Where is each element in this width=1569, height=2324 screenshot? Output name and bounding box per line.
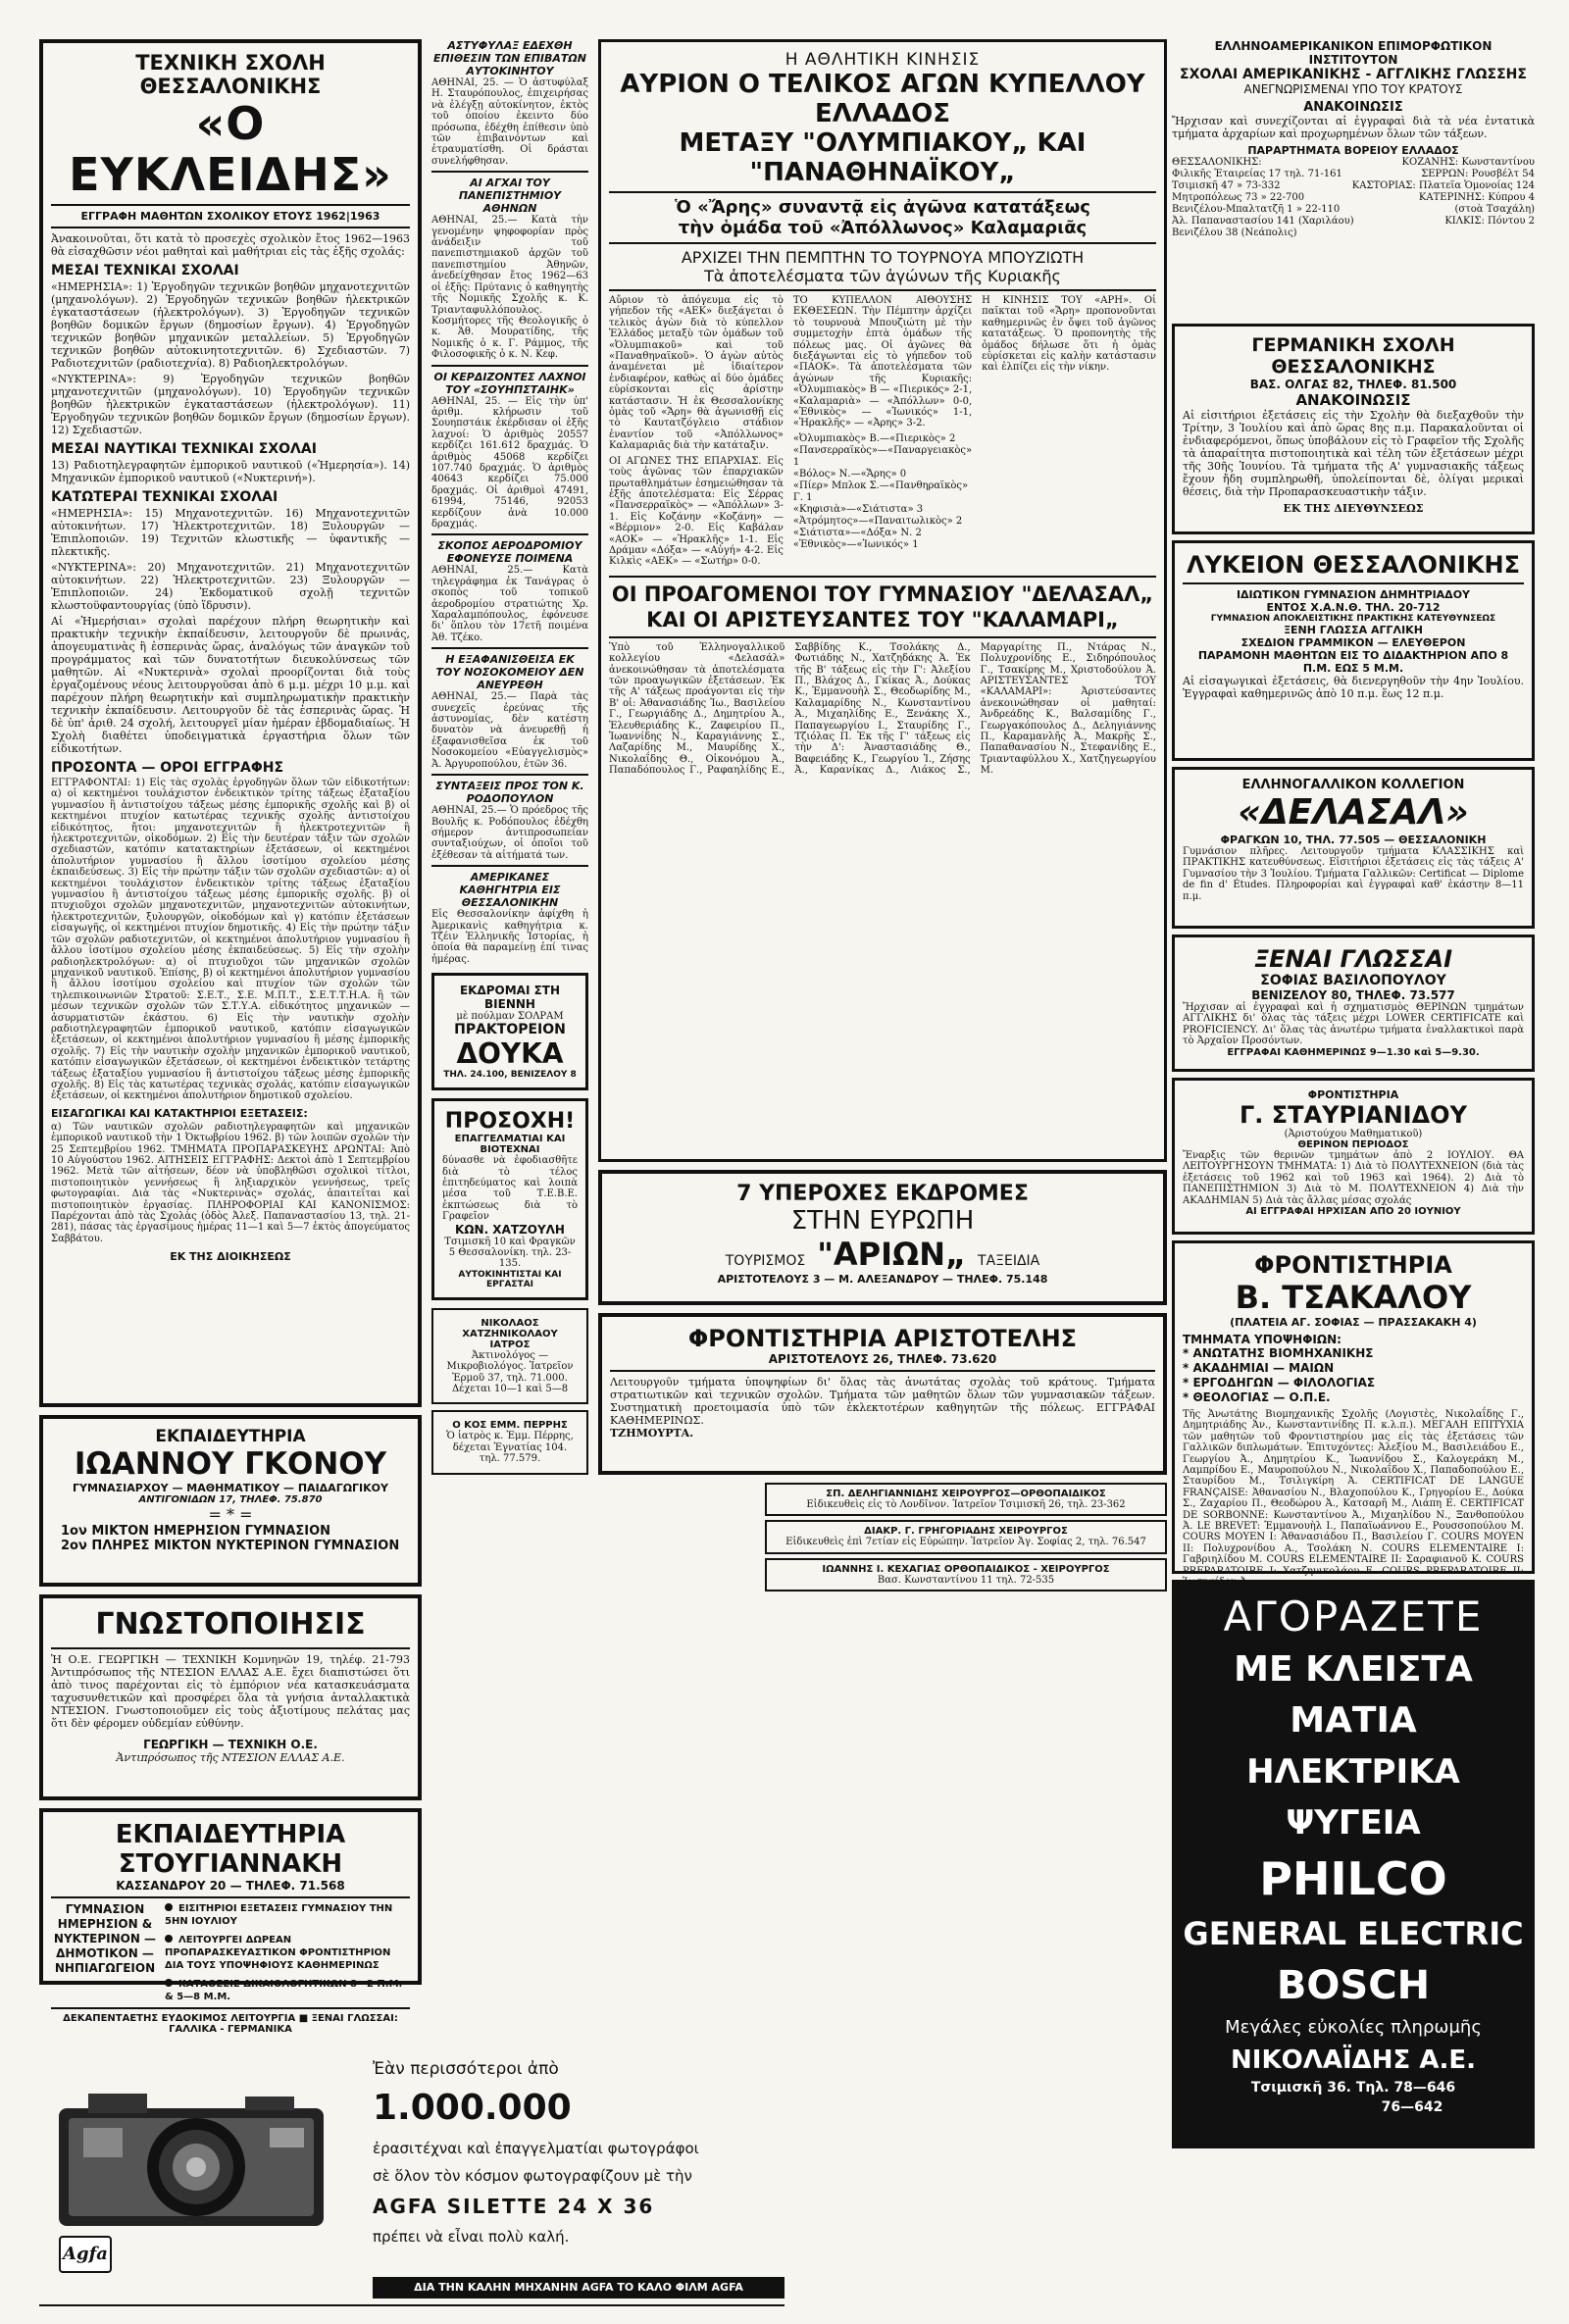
philco-t6: Τσιμισκῆ 36. Τηλ. 78—646 (1250, 2080, 1456, 2096)
doctor2-ad (765, 1520, 1167, 1553)
doctor3-name: ΙΩΑΝΝΗΣ Ι. ΚΕΧΑΓΙΑΣ ΟΡΘΟΠΑΙΔΙΚΟΣ - ΧΕΙΡΟΥΡΓΟΣ (822, 1563, 1110, 1575)
lykeion-t1: ΛΥΚΕΙΟΝ ΘΕΣΣΑΛΟΝΙΚΗΣ (1187, 551, 1520, 579)
delasal-t1: ΕΛΛΗΝΟΓΑΛΛΙΚΟΝ ΚΟΛΛΕΓΙΟΝ (1241, 778, 1465, 792)
tsakalou-t3: (ΠΛΑΤΕΙΑ ΑΓ. ΣΟΦΙΑΣ — ΠΡΑΣΣΑΚΑΚΗ 4) (1230, 1316, 1477, 1329)
philco-t3: ΗΛΕΚΤΡΙΚΑ ΨΥΓΕΙΑ (1246, 1752, 1460, 1843)
tsakalou-item: * ΕΡΓΟΔΗΓΩΝ — ΦΙΛΟΛΟΓΙΑΣ (1183, 1376, 1376, 1389)
article5-body: ΑΘΗΝΑΙ, 25.— Παρὰ τὰς συνεχεῖς ἐρεύνας τῆς ἀστυνομίας, δὲν κατέστη δυνατὸν νὰ ἀνευρεθῇ ἡ ἐξαφανισθεῖσα ἐκ τοῦ Νοσοκομείου «Εὐαγγελισμὸς» Ἀ. Ἀργυροπούλου, ἐτῶν 36. (431, 691, 588, 770)
article5-heading: Η ΕΞΑΦΑΝΙΣΘΕΙΣΑ ΕΚ ΤΟΥ ΝΟΣΟΚΟΜΕΙΟΥ ΔΕΝ ΑΝΕΥΡΕΘΗ (435, 653, 584, 692)
branch-row (1172, 192, 1535, 204)
vienna-ad (431, 973, 588, 1090)
article4-heading: ΣΚΟΠΟΣ ΑΕΡΟΔΡΟΜΙΟΥ ΕΦΟΝΕΥΣΕ ΠΟΙΜΕΝΑ (437, 539, 582, 566)
prosoxi-addr: Τσιμισκῆ 10 καὶ Φραγκῶν 5 Θεσσαλονίκη. τηλ. 23-135. (444, 1236, 576, 1270)
philco-t7: 76—642 (1381, 2099, 1443, 2115)
aristotelis-t2: ΑΡΙΣΤΟΤΕΛΟΥΣ 26, ΤΗΛΕΦ. 73.620 (768, 1352, 997, 1366)
lambrakis-t5: ΠΑΡΑΡΤΗΜΑΤΑ ΒΟΡΕΙΟΥ ΕΛΛΑΔΟΣ (1247, 144, 1459, 157)
tsakalou-t2: Β. ΤΣΑΚΑΛΟΥ (1235, 1279, 1472, 1316)
article2-heading: ΑΙ ΑΓΧΑΙ ΤΟΥ ΠΑΝΕΠΙΣΤΗΜΙΟΥ ΑΘΗΝΩΝ (458, 177, 562, 216)
gkonos-l1: 1ον ΜΙΚΤΟΝ ΗΜΕΡΗΣΙΟΝ ΓΥΜΝΑΣΙΟΝ (61, 1524, 331, 1539)
german-sign: ΕΚ ΤΗΣ ΔΙΕΥΘΥΝΣΕΩΣ (1283, 502, 1424, 515)
branch-cell: ΚΙΛΚΙΣ: Πόντου 2 (1444, 216, 1535, 227)
gnostopoiisis-sign2: Ἀντιπρόσωπος τῆς ΝΤΕΣΙΟΝ ΕΛΛΑΣ Α.Ε. (116, 1751, 345, 1764)
bullet-icon (165, 1903, 173, 1911)
branch-row (1172, 180, 1535, 192)
sports-article2: ΤΟ ΚΥΠΕΛΛΟΝ ΑΙΘΟΥΣΗΣ ΕΚΘΕΣΕΩΝ. Τὴν Πέμπτην ἀρχίζει τὸ τουρνουὰ Μπουζιώτη μὲ τὴν συμμετοχὴν ἑπτὰ ὁμάδων τῆς πόλεως μας. Οἱ ἀγῶνες θὰ διεξάγωνται εἰς τὸ γήπεδον τοῦ «ΠΑΟΚ». Τὰ ἀποτελέσματα τῶν ἀγώνων τῆς Κυριακῆς: «Ὀλυμπιακὸς» Β — «Πιερικός» 2-1, «Καλαμαριὰ» — «Ἀπόλλων» 0-0, «Ἐθνικὸς» — «Ἰωνικός» 1-1, «Ἡρακλῆς» — «Ἀρης» 3-2. (792, 295, 973, 429)
delasal-headline1: ΟΙ ΠΡΟΑΓΟΜΕΝΟΙ ΤΟΥ ΓΥΜΝΑΣΙΟΥ "ΔΕΛΑΣΑΛ„ (611, 581, 1154, 606)
score-item: «Βόλος» Ν.—«Ἄρης» 0 (792, 468, 907, 480)
xenai-ad (1172, 935, 1535, 1072)
branch-row (1172, 227, 1535, 239)
euklidis-h1: ΜΕΣΑΙ ΤΕΧΝΙΚΑΙ ΣΧΟΛΑΙ (51, 263, 239, 278)
lambrakis-t2: ΣΧΟΛΑΙ ΑΜΕΡΙΚΑΝΙΚΗΣ - ΑΓΓΛΙΚΗΣ ΓΛΩΣΣΗΣ (1180, 67, 1527, 82)
tsakalou-ad (1172, 1240, 1535, 1589)
stavrianidou-t2: Γ. ΣΤΑΥΡΙΑΝΙΔΟΥ (1240, 1101, 1467, 1129)
doctor1-ad (765, 1483, 1167, 1516)
gkonos-t2: ΙΩΑΝΝΟΥ ΓΚΟΝΟΥ (74, 1446, 387, 1482)
score-item: «Πανσερραϊκὸς»—«Παναργειακὸς» 1 (792, 444, 973, 468)
lambrakis-t1: ΕΛΛΗΝΟΑΜΕΡΙΚΑΝΙΚΟΝ ΕΠΙΜΟΡΦΩΤΙΚΟΝ ΙΝΣΤΙΤΟΥΤΟΝ (1214, 39, 1493, 67)
agfa-l1: Ἐὰν περισσότεροι ἀπὸ (373, 2059, 559, 2079)
aristotelis-ad (598, 1313, 1167, 1475)
lambrakis-t3: ΑΝΕΓΝΩΡΙΣΜΕΝΑΙ ΥΠΟ ΤΟΥ ΚΡΑΤΟΥΣ (1243, 82, 1463, 96)
lykeion-t3: ΕΝΤΟΣ Χ.Α.Ν.Θ. ΤΗΛ. 20-712 (1266, 601, 1441, 614)
euklidis-intro: Ἀνακοινοῦται, ὅτι κατὰ τὸ προσεχὲς σχολικὸν ἔτος 1962—1963 θὰ εἰσαχθῶσιν νέοι μαθηταὶ καὶ μαθήτριαι εἰς τὰς ἑξῆς σχολάς: (51, 232, 410, 258)
score-item: «Σιάτιστα»—«Δόξα» Ν. 2 (792, 527, 922, 538)
vienna-t5: ΤΗΛ. 24.100, ΒΕΝΙΖΕΛΟΥ 8 (443, 1070, 577, 1081)
branch-cell: Ἀλ. Παπαναστασίου 141 (Χαριλάου) (1172, 216, 1354, 227)
camera-icon (49, 2069, 343, 2255)
branch-row (1172, 169, 1535, 180)
prosoxi-name: ΚΩΝ. ΧΑΤΖΟΥΛΗ (455, 1222, 565, 1237)
tsakalou-item: * ΑΚΑΔΗΜΙΑΙ — ΜΑΙΩΝ (1183, 1361, 1335, 1375)
vienna-t2: μὲ πούλμαν ΣΟΛΡΑΜ (456, 1011, 564, 1023)
philco-t5: ΝΙΚΟΛΑΪΔΗΣ Α.Ε. (1231, 2046, 1476, 2075)
article3-body: ΑΘΗΝΑΙ, 25. — Εἰς τὴν ὑπ' ἀριθμ. κλήρωσιν τοῦ Σουηπστάικ ἐκέρδισαν οἱ ἑξῆς λαχνοί: Ὁ ἀριθμὸς 20557 κερδίζει 161.612 δραχμάς. Ὁ ἀριθμὸς 45068 κερδίζει 107.740 δραχμάς. Ὁ ἀριθμὸς 40643 κερδίζει 75.000 δραχμάς. Οἱ ἀριθμοὶ 47491, 61994, 75146, 92053 κερδίζουν ἀνὰ 10.000 δραχμάς. (431, 395, 588, 530)
euklidis-h4: ΠΡΟΣΟΝΤΑ — ΟΡΟΙ ΕΓΓΡΑΦΗΣ (51, 760, 284, 776)
stougianaki-i1: ΕΙΣΙΤΗΡΙΟΙ ΕΞΕΤΑΣΕΙΣ ΓΥΜΝΑΣΙΟΥ ΤΗΝ 5ΗΝ ΙΟΥΛΙΟΥ (165, 1903, 393, 1927)
branch-cell: Μητροπόλεως 73 » 22-700 (1172, 192, 1305, 203)
lykeion-t4: ΓΥΜΝΑΣΙΟΝ ΑΠΟΚΛΕΙΣΤΙΚΗΣ ΠΡΑΚΤΙΚΗΣ ΚΑΤΕΥΘΥΝΣΕΩΣ (1210, 614, 1496, 624)
gnostopoiisis-title: ΓΝΩΣΤΟΠΟΙΗΣΙΣ (95, 1607, 366, 1642)
lykeion-t6: ΣΧΕΔΙΟΝ ΓΡΑΜΜΙΚΟΝ — ΕΛΕΥΘΕΡΟΝ (1240, 636, 1466, 649)
euklidis-p1: «ΗΜΕΡΗΣΙΑ»: 1) Ἐργοδηγῶν τεχνικῶν βοηθῶν μηχανοτεχνιτῶν (μηχανολόγων). 2) Ἐργοδηγῶν τεχνικῶν βοηθῶν ἠλεκτρικῶν ἐγκαταστάσεων (ἠλεκτρολόγων). 3) Ἐργοδηγῶν τεχνικῶν βοηθῶν δομικῶν ἔργων (δημοσίων ἔργων). 4) Ἐργοδηγῶν τεχνικῶν βοηθῶν μηχανικῶν μεταλλείων. 5) Ἐργοδηγῶν τεχνικῶν βοηθῶν αὐτοκινητοτεχνιτῶν. 6) Σχεδιαστῶν. 7) Ραδιοτεχνιτῶν (ραδιοτεχνία). 8) Ραδιοηλεκτρολόγων. (51, 280, 410, 370)
sports-sub3: ΑΡΧΙΖΕΙ ΤΗΝ ΠΕΜΠΤΗΝ ΤΟ ΤΟΥΡΝΟΥΑ ΜΠΟΥΖΙΩΤΗ (681, 248, 1085, 267)
camera-illustration (49, 2069, 343, 2264)
euklidis-subtitle: ΕΓΓΡΑΦΗ ΜΑΘΗΤΩΝ ΣΧΟΛΙΚΟΥ ΕΤΟΥΣ 1962|1963 (80, 210, 380, 223)
tsakalou-body: Τῆς Ἀνωτάτης Βιομηχανικῆς Σχολῆς (Λογιστὲς, Νικολαΐδης Γ., Δημητριάδης Ἀν., Κωνσταντινίδης Π. κ.λ.π.). ΜΕΓΑΛΗ ΕΠΙΤΥΧΙΑ τῶν μαθητῶν τοῦ Φροντιστηρίου μας εἰς τὰς ἐξετάσεις τῶν Γαλλικῶν διπλωμάτων. Ἐπιτυχόντες: Ἀλεξίου Μ., Βασιλειάδου Ε., Γεωργίου Ἀ., Δημητρίου Κ., Ἰωαννίδου Σ., Καλογεράκη Μ., Λαμπρίδου Ε., Μαυροπούλου Ν., Νικολαΐδου Χ., Παπαδοπούλου Ε., Σταυρίδου Μ., Τσιλιγκίρη Ἀ. CERTIFICAT DE LANGUE FRANÇAISE: Ἀθανασίου Ν., Βλαχοπούλου Κ., Γρηγορίου Ε., Δούκα Σ., Ζαχαρίου Π., Θεοδώρου Ἀ., Κατσαρῆ Μ., Λιάπη Ε. CERTIFICAT DE SORBONNE: Κωνσταντίνου Ἀ., Μιχαηλίδου Ν., Ξανθοπούλου Ἀ. LE BREVET: Ἐμμανουὴλ Ι., Παπαϊωάννου Ε., Ρουσσοπούλου Μ. COURS MOYEN I: Ἀθανασιάδου Π., Βασιλείου Γ. COURS MOYEN II: Πολυχρονίδου Α., Τσολάκη Ν. COURS ELEMENTAIRE I: Γαβριηλίδου Μ. COURS ELEMENTAIRE II: Σαραφιανοῦ Κ. COURS PREPARATOIRE I: Χατζηνικολάου Ε. COURS PREPARATOIRE II: Ἰωσηφίδου Ἀ. (1183, 1409, 1524, 1589)
branch-cell: ΚΑΣΤΟΡΙΑΣ: Πλατεῖα Ὁμονοίας 124 (1351, 180, 1535, 191)
prosoxi-body: δύνασθε νὰ ἐφοδιασθῆτε διὰ τὸ τέλος ἐπιτηδεύματος καὶ λοιπὰ μέσα τοῦ Τ.Ε.Β.Ε. ἐκπτώσεως διὰ τὸ Γραφεῖον (442, 1155, 578, 1223)
prosoxi-ad (431, 1098, 588, 1300)
gkonos-ad: ΕΚΠΑΙΔΕΥΤΗΡΙΑ ΙΩΑΝΝΟΥ ΓΚΟΝΟΥ ΓΥΜΝΑΣΙΑΡΧΟΥ — ΜΑΘΗΜΑΤΙΚΟΥ — ΠΑΙΔΑΓΩΓΙΚΟΥ ΑΝΤΙΓΟΝΙΔΩΝ 17, ΤΗΛΕΦ. 75.870 = * = 1ον ΜΙΚΤΟΝ ΗΜΕΡΗΣΙΟΝ ΓΥΜΝΑΣΙΟΝ 2ον ΠΛΗΡΕΣ ΜΙΚΤΟΝ ΝΥΚΤΕΡΙΝΟΝ ΓΥΜΝΑΣΙΟΝ (39, 1415, 422, 1587)
score-item: «Ἀτρόμητος»—«Παναιτωλικὸς» 2 (792, 515, 963, 527)
lambrakis-body: Ἤρχισαν καὶ συνεχίζονται αἱ ἐγγραφαὶ διὰ τὰ νέα ἐντατικὰ τμήματα ἀρχαρίων καὶ προχωρημένων ὅλων τῶν τάξεων. (1172, 115, 1535, 140)
prosoxi-t1: ΠΡΟΣΟΧΗ! (444, 1109, 576, 1135)
philco-brand: PHILCO (1259, 1852, 1447, 1905)
doctor2-body: Εἰδικευθεὶς ἐπὶ 7ετίαν εἰς Εὐρώπην. Ἰατρεῖον Ἀγ. Σοφίας 2, τηλ. 76.547 (785, 1537, 1146, 1548)
agfa-logo: Agfa (59, 2236, 112, 2273)
xenai-t1: ΞΕΝΑΙ ΓΛΩΣΣΑΙ (1253, 945, 1453, 973)
arion-t6: ΑΡΙΣΤΟΤΕΛΟΥΣ 3 — Μ. ΑΛΕΞΑΝΔΡΟΥ — ΤΗΛΕΦ. 75.148 (717, 1273, 1048, 1286)
perris-ad (431, 1410, 588, 1474)
arion-t4: "ΑΡΙΩΝ„ (817, 1236, 967, 1273)
german-t3: ΑΝΑΚΟΙΝΩΣΙΣ (1295, 391, 1411, 409)
lykeion-t2: ΙΔΙΩΤΙΚΟΝ ΓΥΜΝΑΣΙΟΝ ΔΗΜΗΤΡΙΑΔΟΥ (1236, 588, 1471, 601)
gkonos-t1: ΕΚΠΑΙΔΕΥΤΗΡΙΑ (155, 1427, 306, 1446)
tsakalou-item: * ΑΝΩΤΑΤΗΣ ΒΙΟΜΗΧΑΝΙΚΗΣ (1183, 1346, 1374, 1360)
euklidis-p4: «ΗΜΕΡΗΣΙΑ»: 15) Μηχανοτεχνιτῶν. 16) Μηχανοτεχνιτῶν αὐτοκινήτων. 17) Ἠλεκτροτεχνιτῶν. 18) Ξυλουργῶν — Ἐπιπλοποιῶν. 19) Τεχνιτῶν κλωστικῆς — ὑφαντικῆς — πλεκτικῆς. (51, 507, 410, 558)
gnostopoiisis-body: Ἡ Ο.Ε. ΓΕΩΡΓΙΚΗ — ΤΕΧΝΙΚΗ Κομνηνῶν 19, τηλέφ. 21-793 Ἀντιπρόσωπος τῆς ΝΤΕΣΙΟΝ ΕΛΛΑΣ Α.Ε. ἔχει διαπιστώσει ὅτι ἀπὸ τινος παρέχονται εἰς τὸ ἐμπόριον νέα κατασκευάσματα ταχυσυνθετικῶν καὶ προσφέρει ὅλα τὰ γνήσια ἀνταλλακτικὰ ΝΤΕΣΙΟΝ. Γνωστοποιοῦμεν εἰς τοὺς ἀξιοτίμους πελάτας μας ὅτι δὲν φέρομεν οὐδεμίαν εὐθύνην. (51, 1653, 410, 1730)
stougianaki-t2: ΚΑΣΣΑΝΔΡΟΥ 20 — ΤΗΛΕΦ. 71.568 (116, 1879, 345, 1893)
branch-row (1172, 216, 1535, 227)
gkonos-t3: ΓΥΜΝΑΣΙΑΡΧΟΥ — ΜΑΘΗΜΑΤΙΚΟΥ — ΠΑΙΔΑΓΩΓΙΚΟΥ (73, 1482, 388, 1494)
german-t1: ΓΕΡΜΑΝΙΚΗ ΣΧΟΛΗ ΘΕΣΣΑΛΟΝΙΚΗΣ (1251, 334, 1455, 378)
general-electric-brand: GENERAL ELECTRIC (1183, 1915, 1524, 1952)
bullet-icon (165, 1935, 173, 1943)
sports-col-a (609, 295, 784, 568)
sports-headline1: ΑΥΡΙΟΝ Ο ΤΕΛΙΚΟΣ ΑΓΩΝ ΚΥΠΕΛΛΟΥ ΕΛΛΑΔΟΣ (620, 70, 1145, 128)
agfa-l6: πρέπει νὰ εἶναι πολὺ καλή. (373, 2228, 570, 2246)
aristotelis-body: Λειτουργοῦν τμήματα ὑποψηφίων δι' ὅλας τὰς ἀνωτάτας σχολὰς τοῦ κράτους. Τμήματα στρατιωτικῶν καὶ τεχνικῶν σχολῶν. Τμήματα τῶν μαθητῶν ὅλων τῶν γυμνασιακῶν τάξεων. Συστηματικὴ προετοιμασία ὑπὸ τῶν ἐκλεκτοτέρων καθηγητῶν τῆς πόλεως. ΕΓΓΡΑΦΑΙ ΚΑΘΗΜΕΡΙΝΩΣ. (610, 1376, 1155, 1427)
article4-body: ΑΘΗΝΑΙ, 25.— Κατὰ τηλεγράφημα ἐκ Τανάγρας ὁ σκοπὸς τοῦ τοπικοῦ ἀεροδρομίου στρατιώτης Χρ. Χαραλαμπόπουλος, ἐφόνευσε δι' ὅπλου τὸν 17ετῆ ποιμένα Ἀθ. Τζέκο. (431, 565, 588, 643)
tsakalou-t1: ΦΡΟΝΤΙΣΤΗΡΙΑ (1254, 1251, 1452, 1279)
article6-body: ΑΘΗΝΑΙ, 25.— Ὁ πρόεδρος τῆς Βουλῆς κ. Ροδόπουλος ἐδέχθη σήμερον ἀντιπροσωπείαν συνταξιούχων, οἱ ὁποῖοι τοῦ ἐξέθεσαν τὰ αἰτήματά των. (431, 805, 588, 861)
branch-cell: ΚΟΖΑΝΗΣ: Κωνσταντίνου (1401, 157, 1535, 168)
perris-t1: Ο ΚΟΣ ΕΜΜ. ΠΕΡΡΗΣ (452, 1420, 568, 1432)
branch-cell: Βενιζέλου-Μπαλτατζῆ 1 » 22-110 (1172, 204, 1341, 215)
arion-t3: ΤΟΥΡΙΣΜΟΣ (725, 1253, 806, 1269)
score-item: «Ἐθνικὸς»—«Ἰωνικός» 1 (792, 538, 919, 550)
agfa-l4: σὲ ὅλον τὸν κόσμον φωτογραφίζουν μὲ τὴν (373, 2167, 692, 2185)
chatzinik-ad (431, 1308, 588, 1405)
branch-cell: ΚΑΤΕΡΙΝΗΣ: Κύπρου 4 (1418, 192, 1535, 203)
tsakalou-t4: ΤΜΗΜΑΤΑ ΥΠΟΨΗΦΙΩΝ: (1183, 1333, 1341, 1346)
xenai-t3: ΒΕΝΙΖΕΛΟΥ 80, ΤΗΛΕΦ. 73.577 (1251, 988, 1455, 1002)
euklidis-p7: ΕΓΓΡΑΦΟΝΤΑΙ: 1) Εἰς τὰς σχολὰς ἐργοδηγῶν ὅλων τῶν εἰδικοτήτων: α) οἱ κεκτημένοι τουλάχιστον ἐνδεικτικὸν τρίτης τάξεως ἑξαταξίου γυμνασίου ἢ ἀντιστοίχου τάξεως μέσης ἐμπορικῆς σχολῆς καὶ β) οἱ κεκτημένοι πτυχίον κατωτέρας τεχνικῆς σχολῆς ἀντιστοίχου εἰδικότητος, ἤτοι: μηχανοτεχνιτῶν ἢ ἠλεκτροτεχνιτῶν ἢ ἠλεκτροτεχνιτῶν, οἰκοδόμων. 2) Εἰς τὴν δευτέραν τάξιν τῶν σχολῶν σχεδιαστῶν, κατόπιν κατατακτηρίων ἐξετάσεων, οἱ κεκτημένοι ἀπολυτήριον γυμνασίου ἢ ἄλλου ἰσοτίμου σχολείου μέσης ἐκπαιδεύσεως. 3) Εἰς τὴν πρώτην τάξιν τῶν σχολῶν σχεδιαστῶν: α) οἱ κεκτημένοι τουλάχιστον ἐνδεικτικὸν τρίτης τάξεως ἑξαταξίου γυμνασίου ἢ ἀντιστοίχου τάξεως μέσης ἐμπορικῆς σχολῆς. β) οἱ πτυχιοῦχοι σχολῶν μηχανοτεχνιτῶν, μηχανοτεχνιτῶν αὐτοκινήτων, ἠλεκτροτεχνιτῶν, ξυλουργῶν, οἰκοδόμων καὶ γ) κατόπιν ἐξετάσεων εἰσαγωγῆς, οἱ κεκτημένοι πτυχίον δημοτικῆς. 4) Εἰς τὴν πρώτην τάξιν τῶν σχολῶν ραδιοτεχνιτῶν, οἱ κεκτημένοι ἀπολυτήριον γυμνασίου ἢ ἄλλου ἰσοτίμου σχολείου μέσης ἐκπαιδεύσεως. 5) Εἰς τὴν σχολὴν ραδιοηλεκτρολόγων: α) οἱ πτυχιοῦχοι τῶν μηχανικῶν σχολῶν μηχανικοῦ ναυτικοῦ. Ἐπίσης, β) οἱ κεκτημένοι ἀπολυτήριον γυμνασίου ἢ ἄλλου ἰσοτίμου σχολείου καὶ πτυχίον τῶν σχολῶν τῶν τηλεπικοινωνιῶν Στρατοῦ: Σ.Ε.Τ., Σ.Ε. Μ.Π.Τ., Σ.Ε.Τ.Τ.Η.Α. ἢ τῶν μέσων τεχνικῶν σχολῶν τῶν Σ.Τ.Υ.Α. εἰδικότητος μηχανικῶν — ἀσυρματιστῶν ἐκάστου. 6) Εἰς τὴν ναυτικὴν σχολὴν ραδιοτηλεγραφητῶν ἐμπορικοῦ ναυτικοῦ, κατόπιν εἰσαγωγικῶν ἐξετάσεων, οἱ κεκτημένοι ἀπολυτήριον γυμνασίου ἢ μέσης ἐμπορικῆς σχολῆς. 7) Εἰς τὴν ναυτικὴν σχολὴν μηχανικῶν ἐμπορικοῦ ναυτικοῦ, κατόπιν εἰσαγωγικῶν ἐξετάσεων, οἱ κεκτημένοι ἐνδεικτικὸν τετάρτης τάξεως ἑξαταξίου γυμνασίου ἢ ἀντιστοίχου τάξεως μέσης ἐμπορικῆς σχολῆς. 8) Εἰς τὰς κατωτέρας τεχνικὰς σχολάς, κατόπιν εἰσαγωγικῶν ἐξετάσεων, οἱ κεκτημένοι ἀπολυτήριον δημοτικοῦ σχολείου. (51, 778, 410, 1102)
euklidis-title1: ΤΕΧΝΙΚΗ ΣΧΟΛΗ ΘΕΣΣΑΛΟΝΙΚΗΣ (135, 51, 326, 98)
bullet-icon (165, 1979, 173, 1987)
lambrakis-t4: ΑΝΑΚΟΙΝΩΣΙΣ (1303, 100, 1403, 115)
euklidis-title2: «Ο ΕΥΚΛΕΙΔΗΣ» (69, 97, 392, 201)
gkonos-l2: 2ον ΠΛΗΡΕΣ ΜΙΚΤΟΝ ΝΥΚΤΕΡΙΝΟΝ ΓΥΜΝΑΣΙΟΝ (61, 1539, 400, 1553)
philco-t2: ΜΕ ΚΛΕΙΣΤΑ ΜΑΤΙΑ (1234, 1649, 1473, 1741)
doctor3-ad (765, 1558, 1167, 1591)
scores-list (793, 433, 972, 551)
doctor3-body: Βασ. Κωνσταντίνου 11 τηλ. 72-535 (877, 1574, 1055, 1586)
german-school-ad (1172, 324, 1535, 534)
sports-sub4: Τὰ ἀποτελέσματα τῶν ἀγώνων τῆς Κυριακῆς (704, 267, 1061, 285)
stougianaki-t1: ΕΚΠΑΙΔΕΥΤΗΡΙΑ ΣΤΟΥΓΙΑΝΝΑΚΗ (115, 1820, 346, 1879)
agfa-foot: ΔΙΑ ΤΗΝ ΚΑΛΗΝ ΜΗΧΑΝΗΝ AGFA ΤΟ ΚΑΛΟ ΦΙΛΜ AGFA (373, 2277, 784, 2299)
article3-heading: ΟΙ ΚΕΡΔΙΖΟΝΤΕΣ ΛΑΧΝΟΙ ΤΟΥ «ΣΟΥΗΠΣΤΑΙΗΚ» (433, 370, 586, 396)
lambrakis-branches (1172, 157, 1535, 239)
stavrianidou-body: Ἔναρξις τῶν θερινῶν τμημάτων ἀπὸ 2 ΙΟΥΛΙΟΥ. ΘΑ ΛΕΙΤΟΥΡΓΗΣΟΥΝ ΤΜΗΜΑΤΑ: 1) Διὰ τὸ ΠΟΛΥΤΕΧΝΕΙΟΝ (διὰ τὰς ἐξετάσεις τοῦ 1962 καὶ τοῦ 1963 καὶ 1964). 2) Διὰ τὸ ΠΑΝΕΠΙΣΤΗΜΙΟΝ 3) Διὰ τὸ Μ. ΠΟΛΥΤΕΧΝΕΙΟΝ 4) Διὰ τὴν ΑΚΑΔΗΜΙΑΝ 5) Διὰ τὰς ἄλλας μέσας σχολάς (1183, 1150, 1524, 1206)
delasal-ad (1172, 767, 1535, 929)
arion-ad (598, 1170, 1167, 1305)
gkonos-t4: ΑΝΤΙΓΟΝΙΔΩΝ 17, ΤΗΛΕΦ. 75.870 (138, 1494, 323, 1505)
arion-t5: ΤΑΞΕΙΔΙΑ (978, 1253, 1040, 1269)
euklidis-h3: ΚΑΤΩΤΕΡΑΙ ΤΕΧΝΙΚΑΙ ΣΧΟΛΑΙ (51, 489, 278, 505)
euklidis-p6: Αἱ «Ἡμερήσιαι» σχολαὶ παρέχουν πλήρη θεωρητικὴν καὶ πρακτικὴν τεχνικὴν ἐκπαίδευσιν, λειτουργοῦν δὲ πρωινάς, ἀπογευματινὰς ἢ ἑσπερινὰς ὥρας, ἀναλόγως τῶν ἀναγκῶν τοῦ προγράμματος καὶ τῶν δυνατοτήτων διευκολύνσεως τῶν μαθητῶν. Αἱ «Νυκτερινὰ» σχολαὶ προορίζονται διὰ τοὺς ἐργαζομένους νέους λειτουργοῦσαι ἀπὸ 6 μ.μ. μέχρι 10 μ.μ. καὶ παρέχουν πλήρη θεωρητικὴν καὶ συμπληρωματικὴν πρακτικὴν τεχνικὴν ἐκπαίδευσιν. Λειτουργοῦν δὲ τὰς ἑσπερινὰς ὥρας. Ἡ δὲ ὑπ' ἀριθ. 24 σχολή, λειτουργεῖ μίαν ἡμέραν ἑβδομαδιαίως. Ἡ Σχολὴ διαθέτει ὑποδειγματικὰ ἐργαστήρια ὅλων τῶν εἰδικοτήτων. (51, 615, 410, 755)
euklidis-p5: «ΝΥΚΤΕΡΙΝΑ»: 20) Μηχανοτεχνιτῶν. 21) Μηχανοτεχνιτῶν αὐτοκινήτων. 22) Ἠλεκτροτεχνιτῶν. 23) Ξυλουργῶν — Ἐπιπλοποιῶν. 24) Ἐκδοματικοῦ σχολῇ τεχνιτῶν κλωστοϋφαντουργίας (ὑπὸ ἵδρυσιν). (51, 561, 410, 612)
arion-t1: 7 ΥΠΕΡΟΧΕΣ ΕΚΔΡΟΜΕΣ (736, 1182, 1029, 1206)
stougianaki-ad (39, 1808, 422, 2035)
chatzinik-body: Ἀκτινολόγος — Μικροβιολόγος. Ἰατρεῖον Ἑρμοῦ 37, τηλ. 71.000. Δέχεται 10—1 καὶ 5—8 (446, 1349, 574, 1395)
delasal-t3: ΦΡΑΓΚΩΝ 10, ΤΗΛ. 77.505 — ΘΕΣΣΑΛΟΝΙΚΗ (1220, 834, 1487, 846)
agfa-l5: AGFA SILETTE 24 X 36 (373, 2195, 655, 2218)
aristotelis-foot: ΤΖΗΜΟΥΡΤΑ. (610, 1427, 694, 1440)
sports-sub1: Ὁ «Ἄρης» συναντᾷ εἰς ἀγῶνα κατατάξεως (675, 197, 1090, 218)
xenai-t2: ΣΟΦΙΑΣ ΒΑΣΙΛΟΠΟΥΛΟΥ (1260, 973, 1446, 988)
stavrianidou-t3: (Ἀριστούχου Μαθηματικοῦ) (1284, 1129, 1423, 1139)
euklidis-sign: ΕΚ ΤΗΣ ΔΙΟΙΚΗΣΕΩΣ (170, 1250, 291, 1264)
philco-ad (1172, 1580, 1535, 2148)
article1-heading: ΑΣΤΥΦΥΛΑΞ ΕΔΕΧΘΗ ΕΠΙΘΕΣΙΝ ΤΩΝ ΕΠΙΒΑΤΩΝ ΑΥΤΟΚΙΝΗΤΟΥ (433, 39, 586, 77)
column-2 (431, 39, 588, 1775)
column-4 (1172, 39, 1535, 2148)
branch-cell: ΘΕΣΣΑΛΟΝΙΚΗΣ: (1172, 157, 1262, 168)
lykeion-t7: ΠΑΡΑΜΟΝΗ ΜΑΘΗΤΩΝ ΕΙΣ ΤΟ ΔΙΔΑΚΤΗΡΙΟΝ ΑΠΟ 8 Π.Μ. ΕΩΣ 5 Μ.Μ. (1197, 649, 1509, 675)
sports-headline2: ΜΕΤΑΞΥ "ΟΛΥΜΠΙΑΚΟΥ„ ΚΑΙ "ΠΑΝΑΘΗΝΑΪΚΟΥ„ (679, 128, 1087, 187)
doctor2-name: ΔΙΑΚΡ. Γ. ΓΡΗΓΟΡΙΑΔΗΣ ΧΕΙΡΟΥΡΓΟΣ (864, 1526, 1068, 1538)
xenai-foot: ΕΓΓΡΑΦΑΙ ΚΑΘΗΜΕΡΙΝΩΣ 9—1.30 καὶ 5—9.30. (1227, 1046, 1480, 1058)
euklidis-p2: «ΝΥΚΤΕΡΙΝΑ»: 9) Ἐργοδηγῶν τεχνικῶν βοηθῶν μηχανοτεχνιτῶν (μηχανολόγων). 10) Ἐργοδηγῶν τεχνικῶν βοηθῶν ἠλεκτρικῶν ἐγκαταστάσεων (ἠλεκτρολόγων). 11) Ἐργοδηγῶν τεχνικῶν βοηθῶν δομικῶν ἔργων (δημοσίων ἔργων). 12) Σχεδιαστῶν. (51, 373, 410, 436)
bosch-brand: BOSCH (1276, 1963, 1431, 2008)
stougianaki-i3: ΚΑΤΑΘΕΣΙΣ ΔΙΚΑΙΟΛΟΓΗΤΙΚΩΝ 8—2 Π.Μ. & 5—8 Μ.Μ. (165, 1979, 403, 2002)
doctors-row (598, 1483, 1167, 1591)
stavrianidou-t4: ΘΕΡΙΝΟΝ ΠΕΡΙΟΔΟΣ (1297, 1139, 1409, 1150)
article6-heading: ΣΥΝΤΑΞΕΙΣ ΠΡΟΣ ΤΟΝ Κ. ΡΟΔΟΠΟΥΛΟΝ (435, 780, 584, 806)
philco-t1: ΑΓΟΡΑΖΕΤΕ (1223, 1592, 1484, 1641)
article1-body: ΑΘΗΝΑΙ, 25. — Ὁ ἀστυφύλαξ Η. Σταυρόπουλος, ἐπιχειρήσας νὰ ἐλέγξῃ αὐτοκίνητον, ἐκτὸς τοῦ ὁποίου ἐκειντο δύο πρόσωπα, ἐδέχθη ἐπίθεσιν ὑπὸ τῶν ἐπιβαινόντων καὶ ἐτραυματίσθη. Οἱ δράσται συνελήφθησαν. (431, 77, 588, 167)
delasal-headline2: ΚΑΙ ΟΙ ΑΡΙΣΤΕΥΣΑΝΤΕΣ ΤΟΥ "ΚΑΛΑΜΑΡΙ„ (646, 607, 1119, 632)
prosoxi-t2: ΕΠΑΓΓΕΛΜΑΤΙΑΙ ΚΑΙ ΒΙΟΤΕΧΝΑΙ (454, 1134, 566, 1156)
lykeion-t5: ΞΕΝΗ ΓΛΩΣΣΑ ΑΓΓΛΙΚΗ (1284, 624, 1423, 636)
stougianaki-foot: ΔΕΚΑΠΕΝΤΑΕΤΗΣ ΕΥΔΟΚΙΜΟΣ ΛΕΙΤΟΥΡΓΙΑ ■ ΞΕΝΑΙ ΓΛΩΣΣΑΙ: ΓΑΛΛΙΚΑ - ΓΕΡΜΑΝΙΚΑ (63, 2013, 398, 2035)
sports-sub2: τὴν ὁμάδα τοῦ «Ἀπόλλωνος» Καλαμαριᾶς (678, 218, 1088, 238)
vienna-t4: ΔΟΥΚΑ (456, 1037, 564, 1071)
euklidis-h5: ΕΙΣΑΓΩΓΙΚΑΙ ΚΑΙ ΚΑΤΑΚΤΗΡΙΟΙ ΕΞΕΤΑΣΕΙΣ: (51, 1106, 308, 1120)
philco-t4: Μεγάλες εὐκολίες πληρωμῆς (1225, 2017, 1482, 2038)
sports-article3: ΟΙ ΑΓΩΝΕΣ ΤΗΣ ΕΠΑΡΧΙΑΣ. Εἰς τοὺς ἀγῶνας τῶν ἐπαρχιακῶν πρωταθλημάτων ἐσημειώθησαν τὰ ἑξῆς ἀποτελέσματα: Εἰς Σέρρας «Πανσερραϊκὸς» — «Ἀπόλλων» 3-1. Εἰς Κοζάνην «Κοζάνη» — «Βέρμιον» 2-0. Εἰς Καβάλαν «ΑΟΚ» — «Ἡρακλῆς» 1-1. Εἰς Δράμαν «Δόξα» — «Αὐγή» 4-2. Εἰς Κιλκὶς «ΑΕΚ» — «Σωτήρ» 0-0. (609, 455, 784, 568)
arion-t2: ΣΤΗΝ ΕΥΡΩΠΗ (790, 1206, 975, 1236)
sports-section-title: Η ΑΘΛΗΤΙΚΗ ΚΙΝΗΣΙΣ (784, 50, 981, 70)
article7-heading: ΑΜΕΡΙΚΑΝΕΣ ΚΑΘΗΓΗΤΡΙΑ ΕΙΣ ΘΕΣΣΑΛΟΝΙΚΗΝ (459, 871, 561, 910)
branch-cell: Φιλικῆς Ἑταιρείας 17 τηλ. 71-161 (1172, 169, 1342, 179)
tsakalou-item: * ΘΕΟΛΟΓΙΑΣ — Ο.Π.Ε. (1183, 1390, 1331, 1404)
sports-article1: Αὔριον τὸ ἀπόγευμα εἰς τὸ γήπεδον τῆς «ΑΕΚ» διεξάγεται ὁ τελικὸς ἀγὼν διὰ τὸ κύπελλον Ἑλλάδος μεταξὺ τῶν ὁμάδων τοῦ «Ὀλυμπιακοῦ» καὶ τοῦ «Παναθηναϊκοῦ». Ὁ ἀγὼν αὐτὸς ἀναμένεται μὲ ἰδιαίτερον ἐνδιαφέρον, καθὼς αἱ δύο ὁμάδες εὑρίσκονται εἰς ἀρίστην κατάστασιν. Ἡ ἐκ Θεσσαλονίκης ὁμὰς τοῦ «Ἄρη» θὰ ἀγωνισθῇ εἰς τὸ Καυτατζόγλειο στάδιον ἐναντίον τοῦ «Ἀπόλλωνος» Καλαμαριᾶς διὰ τὴν κατάταξιν. (609, 295, 784, 452)
gnostopoiisis-ad (39, 1594, 422, 1800)
german-body: Αἱ εἰσιτήριοι ἐξετάσεις εἰς τὴν Σχολὴν θὰ διεξαχθοῦν τὴν Τρίτην, 3 Ἰουλίου καὶ ἀπὸ ὥρας 8ης π.μ. Παρακαλοῦνται οἱ ἐνδιαφερόμενοι, ὅπως ὑποβάλουν εἰς τὸ Γραφεῖον τῆς Σχολῆς τὰ ἀπαραίτητα πιστοποιητικὰ καὶ τέλη τῶν ἐξετάσεων μέχρι τῆς 30ῆς Ἰουνίου. Τὰ τμήματα τῆς Α' γυμνασιακῆς τάξεως ἔχουν ἤδη συμπληρωθῆ, ὑπολείπονται δὲ, ὀλίγαι μερικαὶ θέσεις, διὰ τὴν Προπαρασκευαστικὴν τάξιν. (1183, 409, 1524, 498)
score-item: «Ὀλυμπιακὸς» Β.—«Πιερικὸς» 2 (792, 432, 956, 444)
lambrakis-ad (1172, 39, 1535, 324)
branch-cell: (στοὰ Τσαχάλη) (1454, 204, 1535, 215)
delasal-t2: «ΔΕΛΑΣΑΛ» (1238, 792, 1469, 833)
sports-section (598, 39, 1167, 1162)
prosoxi-t3: ΑΥΤΟΚΙΝΗΤΙΣΤΑΙ ΚΑΙ ΕΡΓΑΣΤΑΙ (458, 1269, 562, 1289)
lykeion-ad (1172, 540, 1535, 761)
euklidis-p3: 13) Ραδιοτηλεγραφητῶν ἐμπορικοῦ ναυτικοῦ («Ἡμερησία»). 14) Μηχανικῶν ἐμπορικοῦ ναυτικοῦ («Νυκτερινή»). (51, 459, 410, 484)
chatzinik-t1: ΝΙΚΟΛΑΟΣ ΧΑΤΖΗΝΙΚΟΛΑΟΥ ΙΑΤΡΟΣ (462, 1317, 558, 1350)
doctor1-name: ΣΠ. ΔΕΛΗΓΙΑΝΝΙΔΗΣ ΧΕΙΡΟΥΡΓΟΣ—ΟΡΘΟΠΑΙΔΙΚΟΣ (826, 1489, 1106, 1499)
score-item: «Κηφισιὰ»—«Σιάτιστα» 3 (792, 503, 924, 515)
delasal-body: Γυμνάσιον πλῆρες. Λειτουργοῦν τμήματα ΚΛΑΣΣΙΚΗΣ καὶ ΠΡΑΚΤΙΚΗΣ κατευθύνσεως. Εἰσιτήριοι ἐξετάσεις εἰς τὰς τάξεις Α' Γυμνασίου τὴν 3 Ἰουλίου. Τμήματα Γαλλικῶν: Certificat — Diplome de fin d' Études. Πληροφορίαι καὶ ἐγγραφαὶ καθ' ἑκάστην 8—11 π.μ. (1183, 846, 1524, 902)
article7-body: Εἰς Θεσσαλονίκην ἀφίχθη ἡ Ἀμερικανὶς καθηγήτρια κ. Τζέιν Ἑλληνικῆς Ἱστορίας, ἡ ὁποία θὰ παραμείνῃ ἐπί τινας ἡμέρας. (431, 909, 588, 965)
aristotelis-t1: ΦΡΟΝΤΙΣΤΗΡΙΑ ΑΡΙΣΤΟΤΕΛΗΣ (687, 1325, 1078, 1352)
vienna-t3: ΠΡΑΚΤΟΡΕΙΟΝ (454, 1022, 566, 1038)
euklidis-h2: ΜΕΣΑΙ ΝΑΥΤΙΚΑΙ ΤΕΧΝΙΚΑΙ ΣΧΟΛΑΙ (51, 441, 317, 457)
lykeion-body: Αἱ εἰσαγωγικαὶ ἐξετάσεις, θὰ διενεργηθοῦν τὴν 4ην Ἰουλίου. Ἐγγραφαὶ καθημερινῶς ἀπὸ 10 π.μ. ἕως 12 π.μ. (1183, 675, 1524, 700)
stougianaki-i2: ΛΕΙΤΟΥΡΓΕΙ ΔΩΡΕΑΝ ΠΡΟΠΑΡΑΣΚΕΥΑΣΤΙΚΟΝ ΦΡΟΝΤΙΣΤΗΡΙΟΝ ΔΙΑ ΤΟΥΣ ΥΠΟΨΗΦΙΟΥΣ ΚΑΘΗΜΕΡΙΝΩΣ (165, 1935, 391, 1971)
gnostopoiisis-sign1: ΓΕΩΡΓΙΚΗ — ΤΕΧΝΙΚΗ Ο.Ε. (143, 1738, 318, 1751)
stavrianidou-foot: ΑΙ ΕΓΓΡΑΦΑΙ ΗΡΧΙΣΑΝ ΑΠΟ 20 ΙΟΥΝΙΟΥ (1245, 1206, 1461, 1218)
stougianaki-left: ΓΥΜΝΑΣΙΟΝ ΗΜΕΡΗΣΙΟΝ & ΝΥΚΤΕΡΙΝΟΝ — ΔΗΜΟΤΙΚΟΝ — ΝΗΠΙΑΓΩΓΕΙΟΝ (53, 1902, 157, 1975)
branch-row (1172, 157, 1535, 169)
agfa-l3: ἐρασιτέχναι καὶ ἐπαγγελματίαι φωτογράφοι (373, 2140, 699, 2157)
branch-cell: Βενιζέλου 38 (Νεάπολις) (1172, 227, 1297, 238)
euklidis-p8: α) Τῶν ναυτικῶν σχολῶν ραδιοτηλεγραφητῶν καὶ μηχανικῶν ἐμπορικοῦ ναυτικοῦ τὴν 1 Ὀκτωβρίου 1962. β) τῶν λοιπῶν σχολῶν τὴν 25 Σεπτεμβρίου 1962. ΤΜΗΜΑΤΑ ΠΡΟΠΑΡΑΣΚΕΥΗΣ ΔΡΩΝΤΑΙ: Ἀπὸ 10 Αὐγούστου 1962. ΑΙΤΗΣΕΙΣ ΕΓΓΡΑΦΗΣ: Δεκτοὶ ἀπὸ 1 Σεπτεμβρίου 1962. Μετὰ τῶν αἰτήσεων, δέον νὰ ὑποβληθῶσι σχολικοὶ τίτλοι, πιστοποιητικὸν γεννήσεως ἢ ληξιαρχικὸν γεννήσεως, τρεῖς φωτογραφίαι. Διὰ τὰς «Νυκτερινὰς» σχολάς, ἀπαιτεῖται καὶ πιστοποιητικὸν ἐργασίας. ΠΛΗΡΟΦΟΡΙΑΙ ΚΑΙ ΚΑΝΟΝΙΣΜΟΣ: Παρέχονται ἀπὸ τὰς Σχολὰς (ὁδὸς Ἀλεξ. Παπαναστασίου 13, τηλ. 21-281), πάσας τὰς ἐργασίμους ἡμέρας 11—1 καὶ 5—7 ἐκτὸς ἀπογεύματος Σαββάτου. (51, 1121, 410, 1244)
stavrianidou-t1: ΦΡΟΝΤΙΣΤΗΡΙΑ (1307, 1088, 1399, 1101)
branch-cell: ΣΕΡΡΩΝ: Ρουσβέλτ 54 (1421, 169, 1535, 179)
stavrianidou-ad (1172, 1078, 1535, 1235)
sports-col-c (982, 295, 1156, 568)
delasal-body: Ὑπὸ τοῦ Ἑλληνογαλλικοῦ κολλεγίου «Δελασάλ» ἀνεκοινώθησαν τὰ ἀποτελέσματα τῶν προαγωγικῶν ἐξετάσεων. Ἐκ τῆς Α' τάξεως προάγονται εἰς τὴν Β' οἱ: Ἀθανασιάδης Ἰω., Βασιλείου Γ., Γεωργιάδης Δ., Δημητρίου Ἀ., Ἐλευθεριάδης Κ., Ζαφειρίου Π., Ἰωαννίδης Ν., Καραγιάννης Σ., Λαζαρίδης Μ., Μαυρίδης Χ., Νικολαΐδης Θ., Οἰκονόμου Ἀ., Παπαδόπουλος Γ., Ραφαηλίδης Ε., Σαββίδης Κ., Τσολάκης Δ., Φωτιάδης Ν., Χατζηδάκης Ἀ. Ἐκ τῆς Β' τάξεως εἰς τὴν Γ': Ἀλεξίου Π., Βλάχος Δ., Γκίκας Ἀ., Δούκας Κ., Ἐμμανουὴλ Σ., Θεοδωρίδης Μ., Καλαμαρίδης Ν., Κωνσταντίνου Ἀ., Μιχαηλίδης Ε., Ξενάκης Χ., Παπαγεωργίου Ι., Σταυρίδης Γ., Τζιόλας Π. Ἐκ τῆς Γ' τάξεως εἰς τὴν Δ': Ἀναστασιάδης Θ., Βαφειάδης Κ., Γεωργίου Ἰ., Ζήσης Ἀ., Καρανίκας Δ., Λιάκος Σ., Μαργαρίτης Π., Ντάρας Ν., Πολυχρονίδης Ε., Σιδηρόπουλος Γ., Τσακίρης Μ., Χριστοδούλου Ἀ. ΑΡΙΣΤΕΥΣΑΝΤΕΣ ΤΟΥ «ΚΑΛΑΜΑΡΙ»: Ἀριστεύσαντες ἀνεκοινώθησαν οἱ μαθηταί: Ἀνδρεάδης Κ., Βαλσαμίδης Γ., Γεωργακόπουλος Δ., Δεληγιάννης Π., Καραμανλῆς Ἀ., Μακρῆς Σ., Παπαθανασίου Ν., Στεφανίδης Ε., Τριανταφύλλου Χ., Χατζηγεωργίου Μ. (609, 641, 1156, 777)
xenai-body: Ἤρχισαν αἱ ἐγγραφαὶ καὶ ἡ σχηματισμὸς ΘΕΡΙΝΩΝ τμημάτων ΑΓΓΛΙΚΗΣ δι' ὅλας τὰς τάξεις μέχρι LOWER CERTIFICATE καὶ PROFICIENCY. Δι' ὅλας τὰς ἀνωτέρω τμήματα ἐναλλακτικοὶ παρὰ τὸ Ἀρχαῖον Προσόντων. (1183, 1002, 1524, 1047)
agfa-ad (39, 2049, 784, 2306)
branch-cell: Τσιμισκῆ 47 » 73-332 (1172, 180, 1281, 191)
branch-row (1172, 204, 1535, 216)
doctor1-body: Εἰδικευθεὶς εἰς τὸ Λονδῖνον. Ἰατρεῖον Τσιμισκῆ 26, τηλ. 23-362 (806, 1499, 1126, 1510)
euklidis-ad (39, 39, 422, 1407)
sports-col-b (793, 295, 972, 568)
vienna-t1: ΕΚΔΡΟΜΑΙ ΣΤΗ ΒΙΕΝΝΗ (459, 984, 561, 1012)
agfa-l2: 1.000.000 (373, 2088, 572, 2128)
article2-body: ΑΘΗΝΑΙ, 25.— Κατὰ τὴν γενομένην ψηφοφορίαν πρὸς ἀνάδειξιν τοῦ πανεπιστημιακοῦ ἀρχῶν τοῦ πανεπιστημίου Ἀθηνῶν, ἀνεδείχθησαν ἔτος 1962—63 οἱ ἑξῆς: Πρύτανις ὁ καθηγητὴς τῆς Νομικῆς Σχολῆς κ. Κ. Τριανταφυλλόπουλος. Κοσμήτορες τῆς Θεολογικῆς ὁ κ. Ἀθ. Μουρατίδης, τῆς Νομικῆς ὁ κ. Γ. Ράμμος, τῆς Φιλοσοφικῆς ὁ κ. Ν. Κεφ. (431, 215, 588, 361)
german-t2: ΒΑΣ. ΟΛΓΑΣ 82, ΤΗΛΕΦ. 81.500 (1249, 378, 1457, 391)
column-1 (39, 39, 422, 2035)
sports-article4: Η ΚΙΝΗΣΙΣ ΤΟΥ «ΑΡΗ». Οἱ παῖκται τοῦ «Ἄρη» προπονοῦνται καθημερινῶς ἐν ὄψει τοῦ ἀγῶνος κατατάξεως. Ὁ προπονητὴς τῆς ὁμάδος δήλωσε ὅτι ἡ ὁμὰς εὑρίσκεται εἰς καλὴν κατάστασιν καὶ ἐλπίζει εἰς τὴν νίκην. (982, 295, 1157, 374)
tsakalou-items (1183, 1346, 1524, 1405)
column-3 (598, 39, 1167, 1591)
score-item: «Πίερ» Μπλοκ Σ.—«Πανθηραϊκὸς» Γ. 1 (792, 480, 969, 503)
perris-body: Ὁ ἰατρὸς κ. Ἐμμ. Πέρρης, δέχεται Ἐγνατίας 104. τηλ. 77.579. (446, 1431, 574, 1465)
